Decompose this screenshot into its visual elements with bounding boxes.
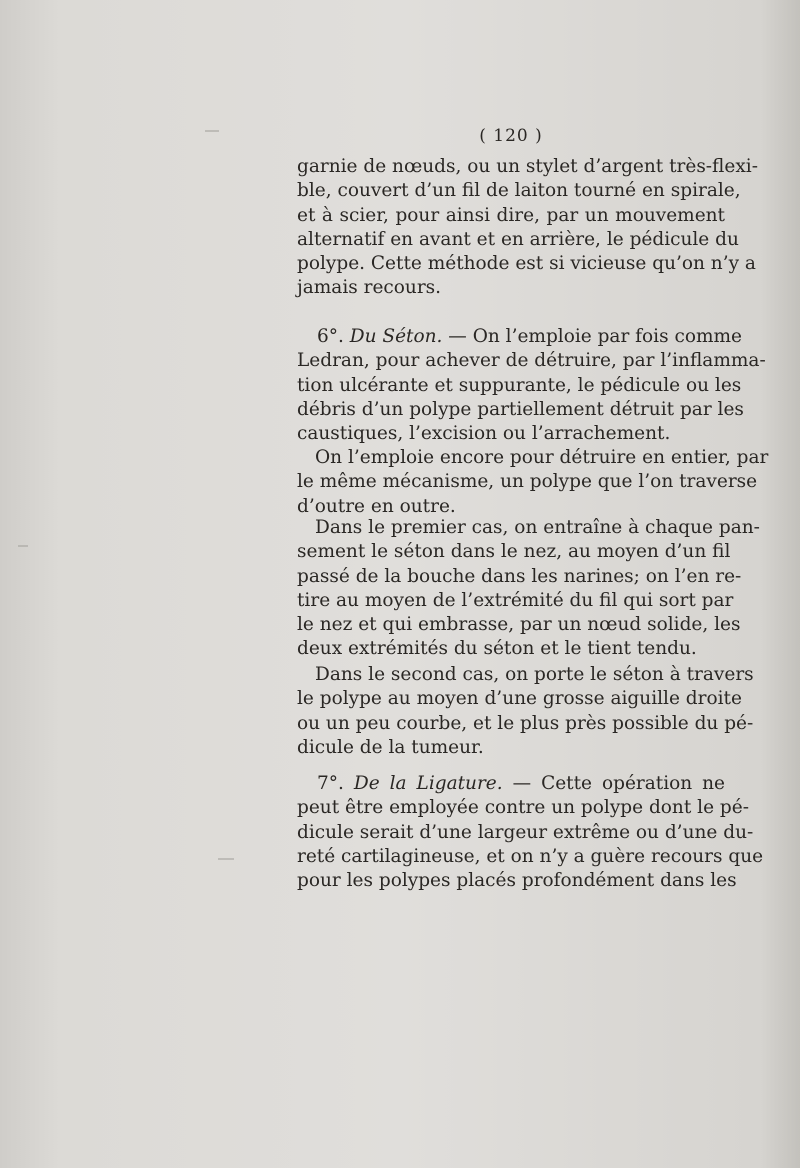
section-number: 7°.	[317, 773, 354, 794]
paragraph	[297, 516, 760, 662]
section-title: Du Séton.	[349, 326, 443, 347]
text-line: Ledran, pour achever de détruire, par l’inflamma-	[297, 350, 766, 372]
text-line: le polype au moyen d’une grosse aiguille droite	[297, 688, 742, 710]
page-smudge	[205, 130, 219, 132]
text-line: tire au moyen de l’extrémité du fil qui sort par	[297, 589, 734, 611]
paragraph	[297, 446, 769, 519]
text-line: débris d’un polype partiellement détruit par les	[297, 398, 744, 420]
page-smudge	[18, 545, 28, 547]
text-line: Cette opération ne	[541, 773, 725, 794]
section-number: 6°.	[317, 326, 350, 347]
text-line: alternatif en avant et en arrière, le pédicule du	[297, 228, 739, 250]
text-line: Dans le second cas, on porte le séton à travers	[315, 664, 754, 685]
section-heading-line	[297, 325, 742, 349]
text-line: d’outre en outre.	[297, 495, 456, 517]
text-line: deux extrémités du séton et le tient tendu.	[297, 638, 697, 660]
section-dash: —	[502, 773, 542, 794]
text-line: ou un peu courbe, et le plus près possible du pé-	[297, 712, 754, 734]
text-line: le nez et qui embrasse, par un nœud solide, les	[297, 614, 741, 636]
text-line: dicule de la tumeur.	[297, 736, 484, 758]
section-de-la-ligature	[297, 772, 764, 893]
text-line: polype. Cette méthode est si vicieuse qu’on n’y a	[297, 253, 756, 275]
paragraph	[297, 663, 754, 760]
text-line: reté cartilagineuse, et on n’y a guère recours que	[297, 845, 764, 867]
text-line: jamais recours.	[297, 277, 442, 299]
text-line: le même mécanisme, un polype que l’on traverse	[297, 471, 758, 493]
text-line: et à scier, pour ainsi dire, par un mouvement	[297, 204, 725, 226]
text-line: sement le séton dans le nez, au moyen d’un fil	[297, 541, 731, 563]
text-line: garnie de nœuds, ou un stylet d’argent très-flexi-	[297, 156, 758, 177]
text-line: On l’emploie par fois comme	[472, 326, 742, 347]
section-du-seton	[297, 325, 766, 446]
section-title: De la Ligature.	[353, 773, 503, 794]
paragraph-continuation	[297, 155, 758, 301]
text-line: caustiques, l’excision ou l’arrachement.	[297, 423, 671, 445]
text-line: dicule serait d’une largeur extrême ou d’une du-	[297, 821, 754, 843]
text-line: On l’emploie encore pour détruire en entier, par	[315, 447, 769, 468]
text-line: tion ulcérante et suppurante, le pédicule ou les	[297, 374, 742, 396]
text-line: peut être employée contre un polype dont le pé-	[297, 797, 749, 819]
page-number: ( 120 )	[479, 126, 543, 146]
page-smudge	[218, 858, 234, 860]
text-line: passé de la bouche dans les narines; on l’en re-	[297, 565, 742, 587]
section-dash: —	[442, 326, 473, 347]
text-line: Dans le premier cas, on entraîne à chaque pan-	[315, 517, 760, 538]
section-heading-line	[297, 772, 725, 796]
text-line: ble, couvert d’un fil de laiton tourné en spirale,	[297, 180, 741, 202]
text-line: pour les polypes placés profondément dans les	[297, 870, 737, 892]
